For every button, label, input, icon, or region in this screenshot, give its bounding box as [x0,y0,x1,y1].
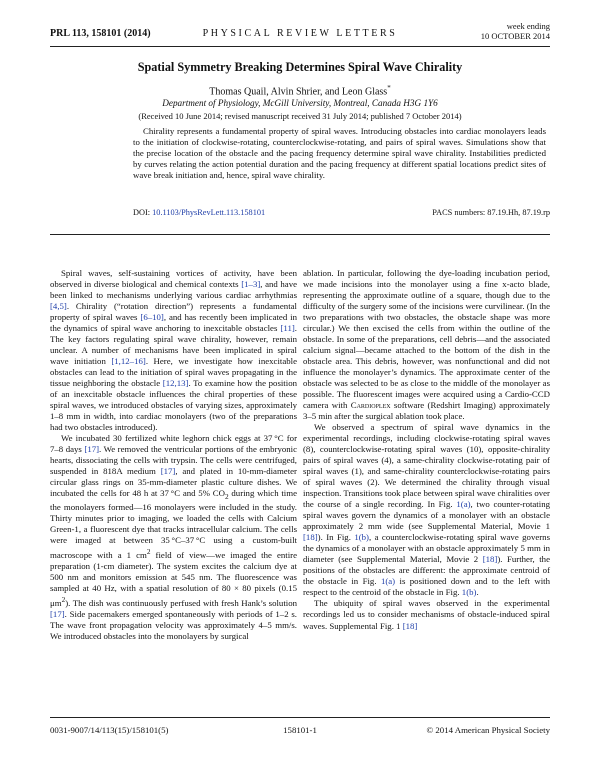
footer-rule [50,717,550,718]
citation-link[interactable]: [1,12–16] [111,356,146,367]
paragraph-intro: Spiral waves, self-sustaining vortices of activity, have been observed in diverse biological and chemical contexts [1–3], and have been linked to mechanisms underlying various cardiac arrhythmias [4,5]. Chirality (“rotation direction”) represents a fundamental property of spiral waves [6–10], and has recently been implicated in the dynamics of spiral wave anchoring to inexcitable obstacles [11]. The key factors regulating spiral wave chirality, however, remain unclear. A number of mechanisms have been implicated in spiral wave initiation [1,12–16]. Here, we investigate how inexcitable obstacles can lead to the initiation of spiral waves propagating in the tissue neighboring the obstacle [12,13]. To examine how the position of an inexcitable obstacle influences the chiral properties of these spiral waves, we introduced obstacles of varying sizes, approximately 1–8 mm in width, into cardiac monolayers (two of the preparations had two obstacles introduced). [50,268,298,433]
citation-link[interactable]: [17] [50,609,65,620]
paragraph-mechanisms: The ubiquity of spiral waves observed in the experimental recordings led us to consider mechanisms of obstacle-induced spiral waves. Supplemental Fig. 1 [18] [303,598,550,631]
header-rule [50,46,550,47]
left-column [50,268,297,642]
author-footnote-mark[interactable]: * [387,84,391,92]
issn-code: 0031-9007/14/113(15)/158101(5) [50,725,169,735]
right-column [303,268,550,632]
doi-line [133,208,265,217]
article-title: Spatial Symmetry Breaking Determines Spiral Wave Chirality [137,60,463,74]
abstract: Chirality represents a fundamental property of spiral waves. Introducing obstacles into cardiac monolayers leads to the initiation of clockwise-rotating, counterclockwise-rotating, and pairs of spiral waves. Simulations show that the precise location of the obstacle and the pacing frequency determine spiral wave chirality. Instabilities predicted by curves relating the action potential duration and the pacing frequency at different spatial locations predict sites of wave break initiation and, hence, spiral wave chirality. [133,126,546,181]
page-number: 158101-1 [283,725,317,735]
figure-link[interactable]: 1(a) [456,499,471,510]
abstract-rule [50,234,550,235]
pacs-numbers: PACS numbers: 87.19.Hh, 87.19.rp [432,208,550,217]
week-label: week ending [506,21,550,31]
citation-link[interactable]: [6–10] [140,312,164,323]
citation-link[interactable]: [17] [84,444,100,455]
citation-link[interactable]: [4,5] [50,301,67,312]
week-date: 10 OCTOBER 2014 [480,30,550,41]
authors [50,84,550,97]
figure-link[interactable]: 1(b) [461,587,477,598]
page-footer [50,725,550,737]
citation-link[interactable]: [11] [280,323,295,334]
citation-link[interactable]: [18] [482,554,498,565]
journal-name: PHYSICAL REVIEW LETTERS [202,28,398,39]
figure-link[interactable]: 1(a) [380,576,396,587]
paragraph-methods: We incubated 30 fertilized white leghorn chick eggs at 37 °C for 7–8 days [17]. We removed the ventricular portions of the embryonic hearts, dissociating the cells with trypsin. The cells were centrifuged, suspended in 818A medium [17], and plated in 10-mm-diameter circular glass rings on 35-mm-diameter plastic culture dishes. We incubated the cells for 48 h at 37 °C and 5% $CO_2$ during which time the monolayers formed—16 monolayers were included in the study. Thirty minutes prior to imaging, we loaded the cells with Calcium Green-1, a fluorescent dye that tracks intracellular calcium. The cells were imaged at between 35 °C–37 °C using a custom-built macroscope with a 1 $cm^2$ field of view—we imaged the entire preparation (1-cm diameter). The system excites the calcium dye at 500 nm and monitors emission at 545 nm. The fluorescence was sampled at 40 Hz, with a spatial resolution of 80 × 80 pixels (0.15 $\mu m^2$). The dish was continuously perfused with fresh Hank’s solution [17]. Side pacemakers emerged spontaneously with periods of 1–2 s. The wave front propagation velocity was approximately 4–5 mm/s. We introduced obstacles into the monolayers by surgical [50,433,297,642]
received-dates: (Received 10 June 2014; revised manuscript received 31 July 2014; published 7 October 2014) [138,111,462,121]
citation-link[interactable]: [1–3] [241,279,261,290]
journal-reference: PRL 113, 158101 (2014) [50,28,151,39]
citation-link[interactable]: [18] [402,620,418,631]
doi-link[interactable]: 10.1103/PhysRevLett.113.158101 [152,208,266,217]
citation-link[interactable]: [12,13] [162,378,189,389]
citation-link[interactable]: [17] [160,466,176,477]
citation-link[interactable]: [18] [303,532,318,543]
figure-link[interactable]: 1(b) [354,532,369,543]
running-header [50,22,550,44]
doi-label: DOI: [133,208,151,217]
author-names: Thomas Quail, Alvin Shrier, and Leon Glass [209,86,388,98]
paragraph-ablation: ablation. In particular, following the dye-loading incubation period, we made incisions into the monolayer using a fine x-acto blade, representing the approximate outline of a square, though due to the difficulty of the surgery some of the incisions were curvilinear. (In the two preparations with two obstacles, the obstacle shape was more circular.) We then excised the cells from within the outline of the obstacle. In some of the preparations, cell debris—and the associated calcium signal—became attached to the bottom of the dish in the obstacle area. This debris, however, was nonfunctional and did not influence the monolayer’s dynamics. The approximate center of the obstacle was selected to be as close to the middle of the monolayer as possible. The fluorescent images were acquired using a Cardio-CCD camera with Cardioplex software (Redshirt Imaging) approximately 3–5 min after the surgical ablation took place. [303,268,550,422]
paragraph-observations: We observed a spectrum of spiral wave dynamics in the experimental recordings, including clockwise-rotating spiral waves (8), counterclockwise-rotating spiral waves (10), opposite-chirality pairs of spiral waves (4), a same-chirality clockwise-rotating pair of spiral waves (1), and same-chirality counterclockwise-rotating pairs of spiral waves (2). We determined the chirality through visual inspection. Transitions took place between spiral wave chiralities over the course of a single recording. In Fig. 1(a), two counter-rotating spiral waves govern the dynamics of a monolayer with an obstacle approximately 2 mm wide (see Supplemental Material, Movie 1 [18]). In Fig. 1(b), a counterclockwise-rotating spiral wave governs the dynamics of a monolayer with an obstacle approximately 5 mm in diameter (see Supplemental Material, Movie 2 [18]). Further, the positions of the obstacles are different: the approximate centroid of the obstacle in Fig. 1(a) is positioned down and to the left with respect to the centroid of the obstacle in Fig. 1(b). [303,422,550,598]
copyright: © 2014 American Physical Society [426,725,550,735]
week-ending [481,22,550,41]
affiliation: Department of Physiology, McGill University, Montreal, Canada H3G 1Y6 [162,98,438,108]
